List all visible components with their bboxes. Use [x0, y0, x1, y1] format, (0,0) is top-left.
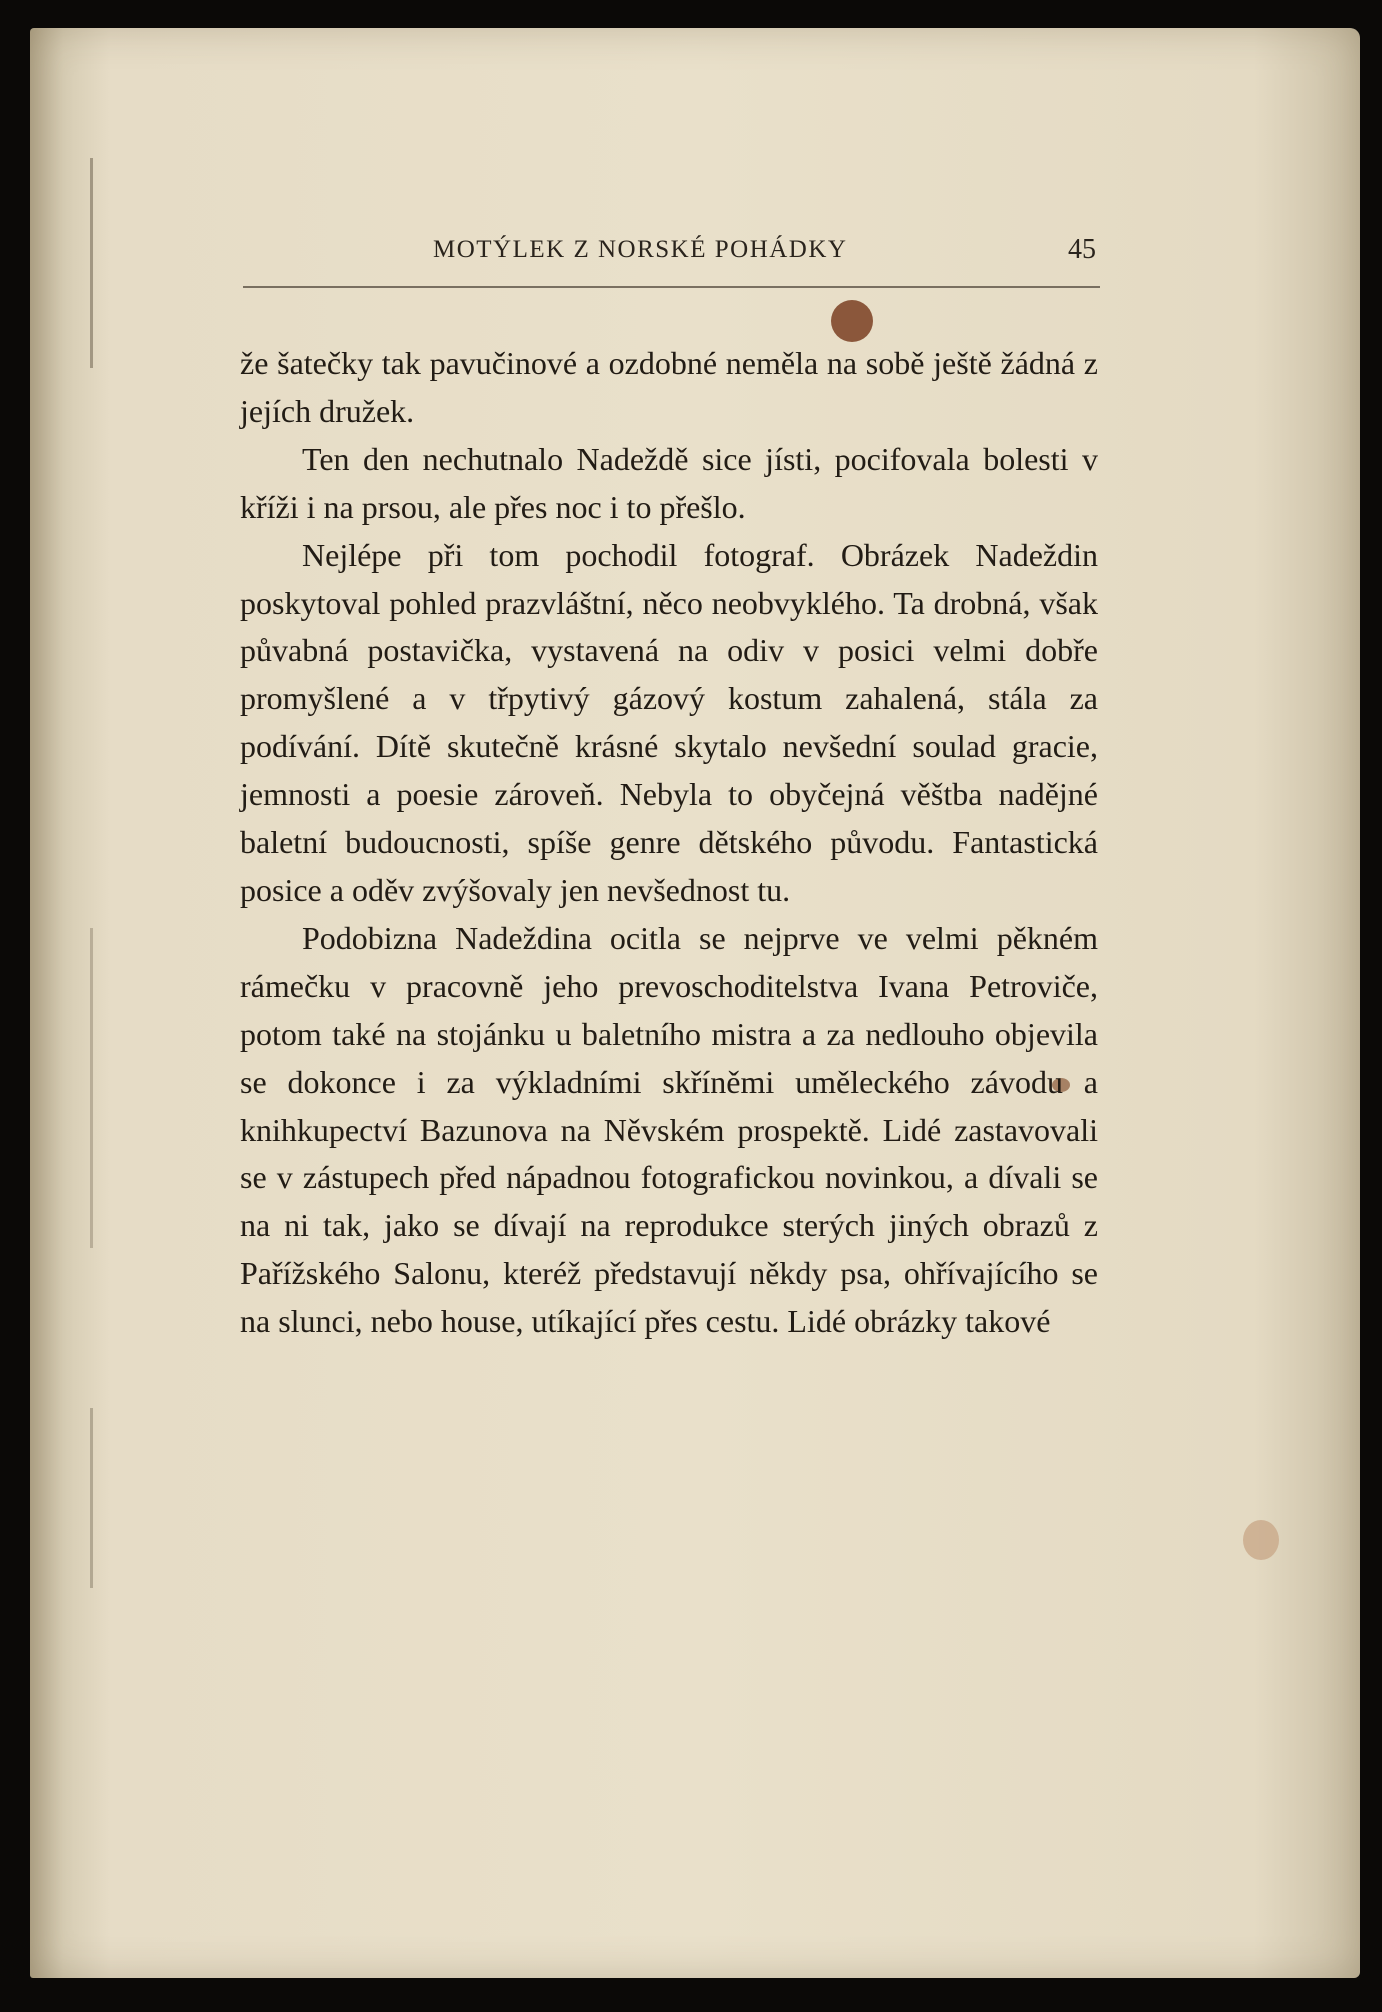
paper-stain [1243, 1520, 1279, 1560]
page-header [243, 236, 1100, 272]
paragraph: Ten den nechutnalo Nadeždě sice jísti, pocifovala bolesti v kříži i na prsou, ale přes noc i to přešlo. [240, 440, 1098, 525]
body-text [240, 340, 1098, 1346]
gutter-shadow-line [90, 928, 93, 1248]
paragraph: Nejlépe při tom pochodil fotograf. Obrázek Nadeždin poskytoval pohled prazvláštní, něco neobvyklého. Ta drobná, však půvabná postavička, vystavená na odiv v posici velmi dobře promyšlené a v třpytivý gázový kostum zahalená, stála za podívání. Dítě skutečně krásné skytalo nevšední soulad gracie, jemnosti a poesie zároveň. Nebyla to obyčejná věštba nadějné baletní budoucnosti, spíše genre dětského původu. Fantastická posice a oděv zvýšovaly jen nevšednost tu. [240, 536, 1098, 908]
ink-stain [831, 300, 873, 342]
gutter-shadow-line [90, 158, 93, 368]
header-rule [243, 286, 1100, 288]
paragraph: že šatečky tak pavučinové a ozdobné neměla na sobě ještě žádná z jejích družek. [240, 345, 1098, 429]
gutter-shadow-line [90, 1408, 93, 1588]
paragraph: Podobizna Nadeždina ocitla se nejprve ve velmi pěkném rámečku v pracovně jeho prevoschoditelstva Ivana Petroviče, potom také na stojánku u baletního mistra a za nedlouho objevila se dokonce i za výkladními skříněmi uměleckého závodu a knihkupectví Bazunova na Něvském prospektě. Lidé zastavovali se v zástupech před nápadnou fotografickou novinkou, a dívali se na ni tak, jako se dívají na reprodukce sterých jiných obrazů z Pařížského Salonu, kteréž představují někdy psa, ohřívajícího se na slunci, nebo house, utíkající přes cestu. Lidé obrázky takové [240, 919, 1098, 1340]
page-number: 45 [1068, 234, 1096, 265]
running-head: MOTÝLEK Z NORSKÉ POHÁDKY [433, 236, 848, 263]
